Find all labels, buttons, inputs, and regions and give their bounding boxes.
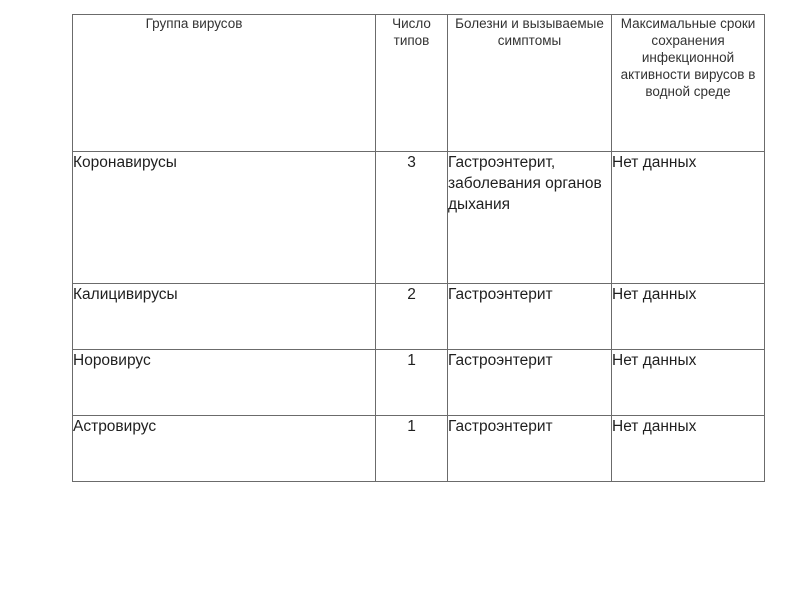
cell-diseases: Гастроэнтерит, заболевания органов дыхания bbox=[448, 152, 612, 284]
cell-persistence: Нет данных bbox=[612, 416, 765, 482]
cell-persistence: Нет данных bbox=[612, 284, 765, 350]
table-row bbox=[73, 416, 765, 482]
cell-group: Астровирус bbox=[73, 416, 376, 482]
header-persistence: Максимальные сроки сохранения инфекционной активности вирусов в водной среде bbox=[612, 15, 765, 152]
cell-diseases: Гастроэнтерит bbox=[448, 350, 612, 416]
table-header-row bbox=[73, 15, 765, 152]
cell-group: Калицивирусы bbox=[73, 284, 376, 350]
virus-table bbox=[72, 14, 765, 482]
header-diseases: Болезни и вызываемые симптомы bbox=[448, 15, 612, 152]
cell-persistence: Нет данных bbox=[612, 350, 765, 416]
header-types: Число типов bbox=[376, 15, 448, 152]
cell-diseases: Гастроэнтерит bbox=[448, 416, 612, 482]
cell-types: 3 bbox=[376, 152, 448, 284]
cell-diseases: Гастроэнтерит bbox=[448, 284, 612, 350]
cell-group: Коронавирусы bbox=[73, 152, 376, 284]
table-row bbox=[73, 284, 765, 350]
header-group: Группа вирусов bbox=[73, 15, 376, 152]
cell-types: 1 bbox=[376, 350, 448, 416]
cell-types: 2 bbox=[376, 284, 448, 350]
table-row bbox=[73, 350, 765, 416]
cell-types: 1 bbox=[376, 416, 448, 482]
cell-group: Норовирус bbox=[73, 350, 376, 416]
table-row bbox=[73, 152, 765, 284]
cell-persistence: Нет данных bbox=[612, 152, 765, 284]
